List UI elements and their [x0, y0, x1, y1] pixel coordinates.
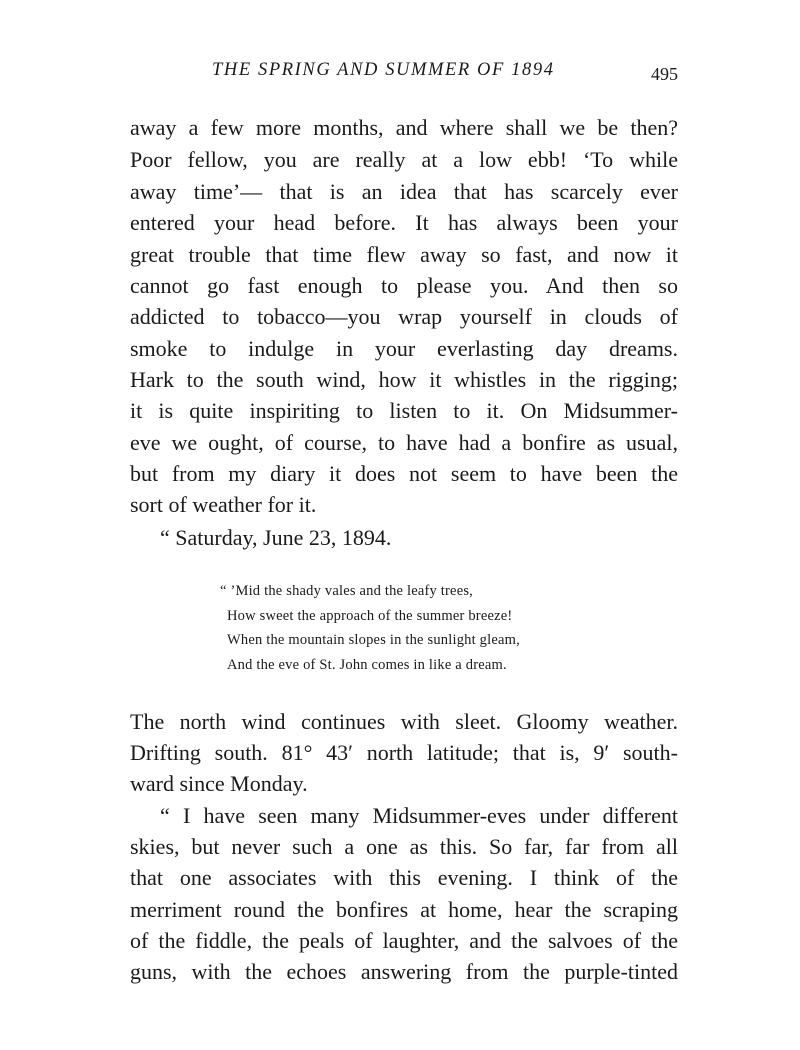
text-line: cannot go fast enough to please you. And then so [130, 273, 678, 298]
text-line: great trouble that time flew away so fast, and now it [130, 242, 678, 267]
text-line: but from my diary it does not seem to have been the [130, 461, 678, 486]
text-line: sort of weather for it. [130, 492, 317, 517]
text-line: smoke to indulge in your everlasting day dreams. [130, 336, 678, 361]
text-line: “ I have seen many Midsummer-eves under different [160, 803, 678, 828]
text-line: away a few more months, and where shall we be then? [130, 115, 678, 140]
text-line: merriment round the bonfires at home, hear the scraping [130, 897, 678, 922]
text-line: it is quite inspiriting to listen to it. On Midsummer- [130, 398, 678, 423]
text-line: eve we ought, of course, to have had a bonfire as usual, [130, 430, 678, 455]
text-line: Hark to the south wind, how it whistles in the rigging; [130, 367, 678, 392]
text-line: Poor fellow, you are really at a low ebb! ‘To while [130, 147, 678, 172]
verse-line: How sweet the approach of the summer breeze! [227, 608, 513, 624]
running-head [130, 60, 678, 90]
text-line: of the fiddle, the peals of laughter, and the salvoes of the [130, 928, 678, 953]
verse-line: And the eve of St. John comes in like a dream. [227, 657, 507, 673]
text-line: skies, but never such a one as this. So far, far from all [130, 834, 678, 859]
diary-date: “ Saturday, June 23, 1894. [160, 525, 392, 550]
text-line: entered your head before. It has always been your [130, 210, 678, 235]
page-number: 495 [651, 64, 678, 84]
text-line: ward since Monday. [130, 771, 308, 796]
verse-line: When the mountain slopes in the sunlight gleam, [227, 632, 520, 648]
text-line: The north wind continues with sleet. Gloomy weather. [130, 709, 678, 734]
text-line: that one associates with this evening. I think of the [130, 865, 678, 890]
text-line: away time’— that is an idea that has scarcely ever [130, 179, 678, 204]
running-title: THE SPRING AND SUMMER OF 1894 [212, 60, 555, 80]
verse-line: “ ’Mid the shady vales and the leafy trees, [220, 583, 473, 599]
text-line: addicted to tobacco—you wrap yourself in clouds of [130, 304, 678, 329]
text-line: guns, with the echoes answering from the purple-tinted [130, 959, 678, 984]
text-line: Drifting south. 81° 43′ north latitude; that is, 9′ south- [130, 740, 678, 765]
